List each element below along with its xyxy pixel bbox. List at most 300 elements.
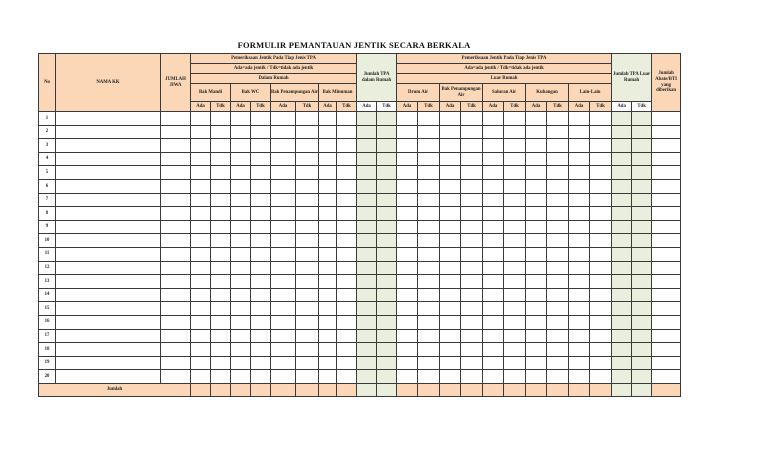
entry-cell[interactable] xyxy=(357,234,377,248)
entry-cell[interactable] xyxy=(547,179,569,193)
entry-cell[interactable] xyxy=(357,247,377,261)
entry-cell[interactable] xyxy=(296,193,319,207)
entry-cell[interactable] xyxy=(526,247,547,261)
entry-cell[interactable] xyxy=(211,247,231,261)
entry-cell[interactable] xyxy=(161,152,191,166)
entry-cell[interactable] xyxy=(231,247,251,261)
entry-cell[interactable] xyxy=(211,152,231,166)
entry-cell[interactable] xyxy=(319,193,337,207)
entry-cell[interactable] xyxy=(397,302,418,316)
entry-cell[interactable] xyxy=(231,356,251,370)
entry-cell[interactable] xyxy=(357,207,377,221)
entry-cell[interactable] xyxy=(357,166,377,180)
entry-cell[interactable] xyxy=(526,139,547,153)
entry-cell[interactable] xyxy=(590,112,612,126)
entry-cell[interactable] xyxy=(357,152,377,166)
entry-cell[interactable] xyxy=(56,343,161,357)
entry-cell[interactable] xyxy=(271,220,296,234)
entry-cell[interactable] xyxy=(191,207,211,221)
entry-cell[interactable] xyxy=(526,343,547,357)
entry-cell[interactable] xyxy=(191,193,211,207)
entry-cell[interactable] xyxy=(632,275,652,289)
entry-cell[interactable] xyxy=(569,288,590,302)
entry-cell[interactable] xyxy=(612,261,632,275)
entry-cell[interactable] xyxy=(319,261,337,275)
entry-cell[interactable] xyxy=(191,112,211,126)
entry-cell[interactable] xyxy=(319,302,337,316)
entry-cell[interactable] xyxy=(612,302,632,316)
entry-cell[interactable] xyxy=(590,356,612,370)
entry-cell[interactable] xyxy=(357,370,377,384)
entry-cell[interactable] xyxy=(547,112,569,126)
entry-cell[interactable] xyxy=(337,247,357,261)
entry-cell[interactable] xyxy=(418,179,440,193)
entry-cell[interactable] xyxy=(357,302,377,316)
entry-cell[interactable] xyxy=(377,329,397,343)
entry-cell[interactable] xyxy=(483,166,504,180)
entry-cell[interactable] xyxy=(397,112,418,126)
entry-cell[interactable] xyxy=(377,356,397,370)
entry-cell[interactable] xyxy=(296,247,319,261)
entry-cell[interactable] xyxy=(418,207,440,221)
entry-cell[interactable] xyxy=(191,315,211,329)
entry-cell[interactable] xyxy=(461,275,483,289)
entry-cell[interactable] xyxy=(483,370,504,384)
entry-cell[interactable] xyxy=(526,356,547,370)
entry-cell[interactable] xyxy=(251,275,271,289)
entry-cell[interactable] xyxy=(397,329,418,343)
entry-cell[interactable] xyxy=(590,152,612,166)
entry-cell[interactable] xyxy=(547,261,569,275)
entry-cell[interactable] xyxy=(652,179,681,193)
entry-cell[interactable] xyxy=(440,193,461,207)
entry-cell[interactable] xyxy=(569,139,590,153)
entry-cell[interactable] xyxy=(632,139,652,153)
entry-cell[interactable] xyxy=(652,275,681,289)
entry-cell[interactable] xyxy=(56,166,161,180)
entry-cell[interactable] xyxy=(357,139,377,153)
entry-cell[interactable] xyxy=(504,288,526,302)
entry-cell[interactable] xyxy=(526,315,547,329)
entry-cell[interactable] xyxy=(56,261,161,275)
entry-cell[interactable] xyxy=(271,207,296,221)
entry-cell[interactable] xyxy=(652,139,681,153)
entry-cell[interactable] xyxy=(547,247,569,261)
entry-cell[interactable] xyxy=(547,207,569,221)
entry-cell[interactable] xyxy=(211,207,231,221)
entry-cell[interactable] xyxy=(612,247,632,261)
entry-cell[interactable] xyxy=(161,356,191,370)
entry-cell[interactable] xyxy=(612,329,632,343)
entry-cell[interactable] xyxy=(483,356,504,370)
entry-cell[interactable] xyxy=(590,207,612,221)
entry-cell[interactable] xyxy=(590,370,612,384)
entry-cell[interactable] xyxy=(504,315,526,329)
entry-cell[interactable] xyxy=(397,152,418,166)
entry-cell[interactable] xyxy=(483,247,504,261)
entry-cell[interactable] xyxy=(547,125,569,139)
entry-cell[interactable] xyxy=(357,193,377,207)
entry-cell[interactable] xyxy=(612,125,632,139)
entry-cell[interactable] xyxy=(569,166,590,180)
entry-cell[interactable] xyxy=(377,275,397,289)
entry-cell[interactable] xyxy=(612,356,632,370)
entry-cell[interactable] xyxy=(590,302,612,316)
entry-cell[interactable] xyxy=(397,234,418,248)
entry-cell[interactable] xyxy=(337,125,357,139)
entry-cell[interactable] xyxy=(612,112,632,126)
entry-cell[interactable] xyxy=(377,234,397,248)
entry-cell[interactable] xyxy=(483,302,504,316)
entry-cell[interactable] xyxy=(418,275,440,289)
entry-cell[interactable] xyxy=(296,179,319,193)
entry-cell[interactable] xyxy=(483,207,504,221)
entry-cell[interactable] xyxy=(296,125,319,139)
entry-cell[interactable] xyxy=(211,220,231,234)
entry-cell[interactable] xyxy=(418,152,440,166)
entry-cell[interactable] xyxy=(319,166,337,180)
entry-cell[interactable] xyxy=(632,125,652,139)
entry-cell[interactable] xyxy=(569,234,590,248)
entry-cell[interactable] xyxy=(377,112,397,126)
entry-cell[interactable] xyxy=(569,125,590,139)
entry-cell[interactable] xyxy=(526,234,547,248)
entry-cell[interactable] xyxy=(590,166,612,180)
entry-cell[interactable] xyxy=(397,356,418,370)
entry-cell[interactable] xyxy=(569,343,590,357)
entry-cell[interactable] xyxy=(397,166,418,180)
entry-cell[interactable] xyxy=(504,247,526,261)
entry-cell[interactable] xyxy=(211,302,231,316)
entry-cell[interactable] xyxy=(251,343,271,357)
entry-cell[interactable] xyxy=(161,275,191,289)
entry-cell[interactable] xyxy=(337,356,357,370)
entry-cell[interactable] xyxy=(357,329,377,343)
entry-cell[interactable] xyxy=(632,220,652,234)
entry-cell[interactable] xyxy=(612,288,632,302)
entry-cell[interactable] xyxy=(56,302,161,316)
entry-cell[interactable] xyxy=(652,288,681,302)
entry-cell[interactable] xyxy=(191,261,211,275)
entry-cell[interactable] xyxy=(418,302,440,316)
entry-cell[interactable] xyxy=(547,166,569,180)
entry-cell[interactable] xyxy=(191,139,211,153)
entry-cell[interactable] xyxy=(504,370,526,384)
entry-cell[interactable] xyxy=(440,179,461,193)
entry-cell[interactable] xyxy=(161,193,191,207)
entry-cell[interactable] xyxy=(377,288,397,302)
entry-cell[interactable] xyxy=(319,288,337,302)
entry-cell[interactable] xyxy=(483,193,504,207)
entry-cell[interactable] xyxy=(418,356,440,370)
entry-cell[interactable] xyxy=(191,125,211,139)
entry-cell[interactable] xyxy=(418,220,440,234)
entry-cell[interactable] xyxy=(504,275,526,289)
entry-cell[interactable] xyxy=(56,125,161,139)
entry-cell[interactable] xyxy=(612,315,632,329)
entry-cell[interactable] xyxy=(652,370,681,384)
entry-cell[interactable] xyxy=(418,166,440,180)
entry-cell[interactable] xyxy=(319,329,337,343)
entry-cell[interactable] xyxy=(652,220,681,234)
entry-cell[interactable] xyxy=(526,125,547,139)
entry-cell[interactable] xyxy=(337,112,357,126)
entry-cell[interactable] xyxy=(440,247,461,261)
entry-cell[interactable] xyxy=(504,329,526,343)
entry-cell[interactable] xyxy=(652,302,681,316)
entry-cell[interactable] xyxy=(461,343,483,357)
entry-cell[interactable] xyxy=(461,152,483,166)
entry-cell[interactable] xyxy=(56,234,161,248)
entry-cell[interactable] xyxy=(377,125,397,139)
entry-cell[interactable] xyxy=(296,166,319,180)
entry-cell[interactable] xyxy=(590,329,612,343)
entry-cell[interactable] xyxy=(461,356,483,370)
entry-cell[interactable] xyxy=(632,315,652,329)
entry-cell[interactable] xyxy=(590,139,612,153)
entry-cell[interactable] xyxy=(612,275,632,289)
entry-cell[interactable] xyxy=(337,261,357,275)
entry-cell[interactable] xyxy=(590,275,612,289)
entry-cell[interactable] xyxy=(569,275,590,289)
entry-cell[interactable] xyxy=(161,179,191,193)
entry-cell[interactable] xyxy=(590,179,612,193)
entry-cell[interactable] xyxy=(161,247,191,261)
entry-cell[interactable] xyxy=(377,220,397,234)
entry-cell[interactable] xyxy=(377,193,397,207)
entry-cell[interactable] xyxy=(231,193,251,207)
entry-cell[interactable] xyxy=(271,275,296,289)
entry-cell[interactable] xyxy=(161,302,191,316)
entry-cell[interactable] xyxy=(652,234,681,248)
entry-cell[interactable] xyxy=(56,112,161,126)
entry-cell[interactable] xyxy=(461,125,483,139)
entry-cell[interactable] xyxy=(191,370,211,384)
entry-cell[interactable] xyxy=(251,315,271,329)
entry-cell[interactable] xyxy=(590,193,612,207)
entry-cell[interactable] xyxy=(319,179,337,193)
entry-cell[interactable] xyxy=(440,329,461,343)
entry-cell[interactable] xyxy=(231,166,251,180)
entry-cell[interactable] xyxy=(461,302,483,316)
entry-cell[interactable] xyxy=(211,261,231,275)
entry-cell[interactable] xyxy=(337,152,357,166)
entry-cell[interactable] xyxy=(418,370,440,384)
entry-cell[interactable] xyxy=(461,234,483,248)
entry-cell[interactable] xyxy=(191,356,211,370)
entry-cell[interactable] xyxy=(569,302,590,316)
entry-cell[interactable] xyxy=(251,139,271,153)
entry-cell[interactable] xyxy=(483,275,504,289)
entry-cell[interactable] xyxy=(569,179,590,193)
entry-cell[interactable] xyxy=(271,288,296,302)
entry-cell[interactable] xyxy=(483,139,504,153)
entry-cell[interactable] xyxy=(231,302,251,316)
entry-cell[interactable] xyxy=(191,329,211,343)
entry-cell[interactable] xyxy=(461,288,483,302)
entry-cell[interactable] xyxy=(440,370,461,384)
entry-cell[interactable] xyxy=(526,329,547,343)
entry-cell[interactable] xyxy=(191,247,211,261)
entry-cell[interactable] xyxy=(632,234,652,248)
entry-cell[interactable] xyxy=(652,207,681,221)
entry-cell[interactable] xyxy=(632,207,652,221)
entry-cell[interactable] xyxy=(612,207,632,221)
entry-cell[interactable] xyxy=(56,152,161,166)
entry-cell[interactable] xyxy=(251,247,271,261)
entry-cell[interactable] xyxy=(251,166,271,180)
entry-cell[interactable] xyxy=(319,234,337,248)
entry-cell[interactable] xyxy=(461,315,483,329)
entry-cell[interactable] xyxy=(547,288,569,302)
entry-cell[interactable] xyxy=(632,112,652,126)
entry-cell[interactable] xyxy=(296,112,319,126)
entry-cell[interactable] xyxy=(319,220,337,234)
entry-cell[interactable] xyxy=(590,125,612,139)
entry-cell[interactable] xyxy=(296,315,319,329)
entry-cell[interactable] xyxy=(319,356,337,370)
entry-cell[interactable] xyxy=(296,356,319,370)
entry-cell[interactable] xyxy=(483,343,504,357)
entry-cell[interactable] xyxy=(526,152,547,166)
entry-cell[interactable] xyxy=(211,343,231,357)
entry-cell[interactable] xyxy=(161,315,191,329)
entry-cell[interactable] xyxy=(547,343,569,357)
entry-cell[interactable] xyxy=(440,302,461,316)
entry-cell[interactable] xyxy=(271,139,296,153)
entry-cell[interactable] xyxy=(632,343,652,357)
entry-cell[interactable] xyxy=(319,275,337,289)
entry-cell[interactable] xyxy=(483,179,504,193)
entry-cell[interactable] xyxy=(632,261,652,275)
entry-cell[interactable] xyxy=(418,193,440,207)
entry-cell[interactable] xyxy=(547,302,569,316)
entry-cell[interactable] xyxy=(296,288,319,302)
entry-cell[interactable] xyxy=(377,139,397,153)
entry-cell[interactable] xyxy=(612,193,632,207)
entry-cell[interactable] xyxy=(504,220,526,234)
entry-cell[interactable] xyxy=(569,356,590,370)
entry-cell[interactable] xyxy=(397,247,418,261)
entry-cell[interactable] xyxy=(632,179,652,193)
entry-cell[interactable] xyxy=(652,356,681,370)
entry-cell[interactable] xyxy=(319,247,337,261)
entry-cell[interactable] xyxy=(547,329,569,343)
entry-cell[interactable] xyxy=(231,234,251,248)
entry-cell[interactable] xyxy=(632,370,652,384)
entry-cell[interactable] xyxy=(612,234,632,248)
entry-cell[interactable] xyxy=(357,356,377,370)
entry-cell[interactable] xyxy=(461,179,483,193)
entry-cell[interactable] xyxy=(612,139,632,153)
entry-cell[interactable] xyxy=(231,207,251,221)
entry-cell[interactable] xyxy=(440,234,461,248)
entry-cell[interactable] xyxy=(211,166,231,180)
entry-cell[interactable] xyxy=(337,315,357,329)
entry-cell[interactable] xyxy=(337,234,357,248)
entry-cell[interactable] xyxy=(296,302,319,316)
entry-cell[interactable] xyxy=(56,139,161,153)
entry-cell[interactable] xyxy=(251,370,271,384)
entry-cell[interactable] xyxy=(547,356,569,370)
entry-cell[interactable] xyxy=(440,207,461,221)
entry-cell[interactable] xyxy=(461,220,483,234)
entry-cell[interactable] xyxy=(418,112,440,126)
entry-cell[interactable] xyxy=(547,220,569,234)
entry-cell[interactable] xyxy=(319,315,337,329)
entry-cell[interactable] xyxy=(337,166,357,180)
entry-cell[interactable] xyxy=(191,166,211,180)
entry-cell[interactable] xyxy=(271,179,296,193)
entry-cell[interactable] xyxy=(296,207,319,221)
entry-cell[interactable] xyxy=(56,220,161,234)
entry-cell[interactable] xyxy=(440,356,461,370)
entry-cell[interactable] xyxy=(461,112,483,126)
entry-cell[interactable] xyxy=(377,179,397,193)
entry-cell[interactable] xyxy=(296,220,319,234)
entry-cell[interactable] xyxy=(440,125,461,139)
entry-cell[interactable] xyxy=(526,370,547,384)
entry-cell[interactable] xyxy=(56,275,161,289)
entry-cell[interactable] xyxy=(440,139,461,153)
entry-cell[interactable] xyxy=(440,166,461,180)
entry-cell[interactable] xyxy=(161,139,191,153)
entry-cell[interactable] xyxy=(547,315,569,329)
entry-cell[interactable] xyxy=(211,193,231,207)
entry-cell[interactable] xyxy=(590,220,612,234)
entry-cell[interactable] xyxy=(504,207,526,221)
entry-cell[interactable] xyxy=(483,112,504,126)
entry-cell[interactable] xyxy=(504,112,526,126)
entry-cell[interactable] xyxy=(161,112,191,126)
entry-cell[interactable] xyxy=(337,139,357,153)
entry-cell[interactable] xyxy=(418,315,440,329)
entry-cell[interactable] xyxy=(569,261,590,275)
entry-cell[interactable] xyxy=(161,343,191,357)
entry-cell[interactable] xyxy=(231,261,251,275)
entry-cell[interactable] xyxy=(56,315,161,329)
entry-cell[interactable] xyxy=(211,112,231,126)
entry-cell[interactable] xyxy=(418,343,440,357)
entry-cell[interactable] xyxy=(461,166,483,180)
entry-cell[interactable] xyxy=(652,166,681,180)
entry-cell[interactable] xyxy=(319,343,337,357)
entry-cell[interactable] xyxy=(56,247,161,261)
entry-cell[interactable] xyxy=(397,193,418,207)
entry-cell[interactable] xyxy=(357,275,377,289)
entry-cell[interactable] xyxy=(296,329,319,343)
entry-cell[interactable] xyxy=(397,288,418,302)
entry-cell[interactable] xyxy=(377,152,397,166)
entry-cell[interactable] xyxy=(161,329,191,343)
entry-cell[interactable] xyxy=(357,220,377,234)
entry-cell[interactable] xyxy=(231,125,251,139)
entry-cell[interactable] xyxy=(504,193,526,207)
entry-cell[interactable] xyxy=(652,247,681,261)
entry-cell[interactable] xyxy=(271,125,296,139)
entry-cell[interactable] xyxy=(337,193,357,207)
entry-cell[interactable] xyxy=(377,247,397,261)
entry-cell[interactable] xyxy=(483,152,504,166)
entry-cell[interactable] xyxy=(397,343,418,357)
entry-cell[interactable] xyxy=(504,261,526,275)
entry-cell[interactable] xyxy=(319,125,337,139)
entry-cell[interactable] xyxy=(483,234,504,248)
entry-cell[interactable] xyxy=(632,247,652,261)
entry-cell[interactable] xyxy=(231,329,251,343)
entry-cell[interactable] xyxy=(461,261,483,275)
entry-cell[interactable] xyxy=(271,370,296,384)
